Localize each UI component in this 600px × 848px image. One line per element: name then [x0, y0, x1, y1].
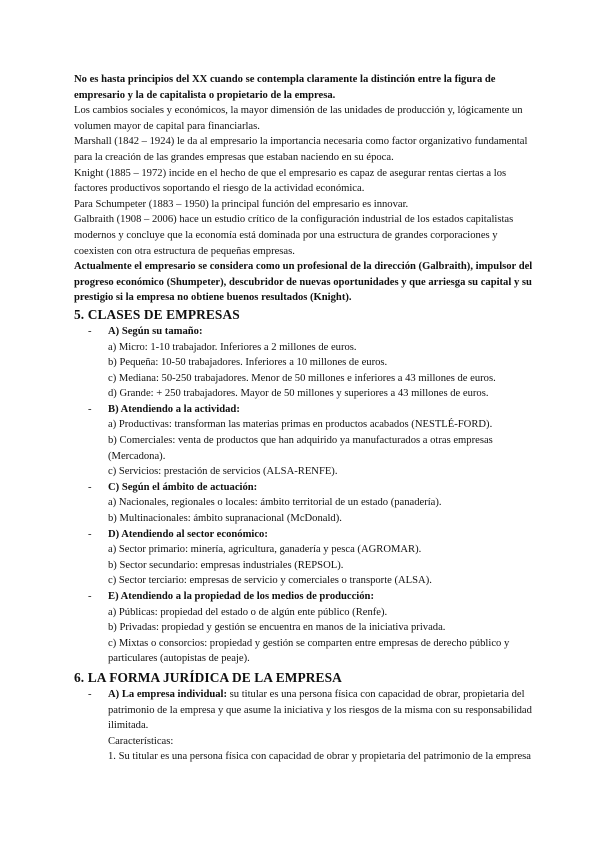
- classification-line: b) Comerciales: venta de productos que han adquirido ya manufacturados a otras empresas (Mercadona).: [108, 435, 493, 462]
- classification-line: b) Privadas: propiedad y gestión se encuentra en manos de la iniciativa privada.: [108, 622, 446, 634]
- section-5-title: 5. CLASES DE EMPRESAS: [74, 306, 240, 322]
- section-6-title: 6. LA FORMA JURÍDICA DE LA EMPRESA: [74, 669, 342, 685]
- dash-bullet: -: [88, 688, 92, 700]
- dash-bullet: -: [88, 481, 92, 493]
- characteristics-list: [108, 749, 536, 765]
- dash-bullet: -: [88, 528, 92, 540]
- intro-paragraph: Knight (1885 – 1972) incide en el hecho de que el empresario es capaz de asegurar rentas ciertas a los factores productivos soportando el riesgo de la actividad económica.: [74, 167, 507, 195]
- dash-bullet: -: [88, 591, 92, 602]
- classification-line: a) Sector primario: minería, agricultura, ganadería y pesca (AGROMAR).: [108, 544, 422, 556]
- document-content: [74, 72, 536, 765]
- classification-group: [74, 324, 536, 402]
- characteristics-label: Características:: [108, 735, 174, 747]
- dash-bullet: -: [88, 325, 92, 337]
- dash-bullet: -: [88, 403, 92, 415]
- classification-line: c) Mediana: 50-250 trabajadores. Menor de 50 millones e inferiores a 43 millones de euros.: [108, 372, 496, 384]
- classification-group: [74, 527, 536, 589]
- intro-paragraph: Para Schumpeter (1883 – 1950) la principal función del empresario es innovar.: [74, 198, 409, 210]
- individual-company-text: su titular es una persona física con capacidad de obrar, propietaria del patrimonio de la empresa y que asume la iniciativa y los riesgos de la misma con su responsabilidad ilimitada.: [108, 688, 532, 732]
- classification-line: c) Servicios: prestación de servicios (ALSA-RENFE).: [108, 466, 338, 478]
- classification-line: a) Nacionales, regionales o locales: ámbito territorial de un estado (panadería).: [108, 497, 442, 509]
- classification-group: [74, 402, 536, 480]
- intro-paragraph: Actualmente el empresario se considera como un profesional de la dirección (Galbraith), impulsor del progreso económico (Shumpeter), descubridor de nuevas oportunidades y que arriesga su capital y su prestigio si la empresa no obtiene buenos resultados (Knight).: [74, 261, 533, 304]
- individual-company-heading: A) La empresa individual:: [108, 688, 227, 700]
- company-classes-list: [74, 324, 536, 667]
- classification-line: a) Públicas: propiedad del estado o de algún ente público (Renfe).: [108, 606, 388, 618]
- classification-heading: E) Atendiendo a la propiedad de los medios de producción:: [108, 591, 374, 602]
- classification-heading: A) Según su tamaño:: [108, 325, 203, 337]
- intro-paragraph: Galbraith (1908 – 2006) hace un estudio crítico de la configuración industrial de los estados capitalistas modernos y concluye que la economía está dominada por una estructura de grandes corporaciones y coexisten con otra estructura de pequeñas empresas.: [74, 214, 514, 257]
- individual-company-item: [74, 687, 536, 765]
- intro-section: [74, 72, 536, 306]
- classification-line: d) Grande: + 250 trabajadores. Mayor de 50 millones y superiores a 43 millones de euros.: [108, 388, 489, 400]
- classification-heading: C) Según el ámbito de actuación:: [108, 481, 258, 493]
- intro-paragraph: Marshall (1842 – 1924) le da al empresario la importancia necesaria como factor organizativo fundamental para la creación de las grandes empresas que estaban naciendo en su época.: [74, 136, 528, 163]
- classification-line: a) Micro: 1-10 trabajador. Inferiores a 2 millones de euros.: [108, 341, 357, 353]
- classification-line: b) Sector secundario: empresas industriales (REPSOL).: [108, 559, 344, 571]
- classification-line: c) Sector terciario: empresas de servicio y comerciales o transporte (ALSA).: [108, 575, 432, 587]
- classification-line: b) Pequeña: 10-50 trabajadores. Inferiores a 10 millones de euros.: [108, 357, 388, 369]
- intro-paragraph: Los cambios sociales y económicos, la mayor dimensión de las unidades de producción y, lógicamente un volumen mayor de capital para financiarlas.: [74, 105, 523, 132]
- classification-line: a) Productivas: transforman las materias primas en productos acabados (NESTLÉ-FORD).: [108, 419, 493, 431]
- characteristic-line: 1. Su titular es una persona física con capacidad de obrar y propietaria del patrimonio de la empresa: [108, 751, 531, 763]
- classification-heading: B) Atendiendo a la actividad:: [108, 403, 240, 415]
- classification-line: c) Mixtas o consorcios: propiedad y gestión se comparten entre empresas de derecho público y particulares (autopistas de peaje).: [108, 637, 510, 665]
- intro-paragraph: No es hasta principios del XX cuando se contempla claramente la distinción entre la figura de empresario y la de capitalista o propietario de la empresa.: [74, 74, 496, 101]
- classification-line: b) Multinacionales: ámbito supranacional (McDonald).: [108, 513, 342, 525]
- classification-group: [74, 480, 536, 527]
- classification-group: [74, 589, 536, 667]
- classification-heading: D) Atendiendo al sector económico:: [108, 528, 268, 540]
- individual-company-paragraph: [108, 687, 536, 734]
